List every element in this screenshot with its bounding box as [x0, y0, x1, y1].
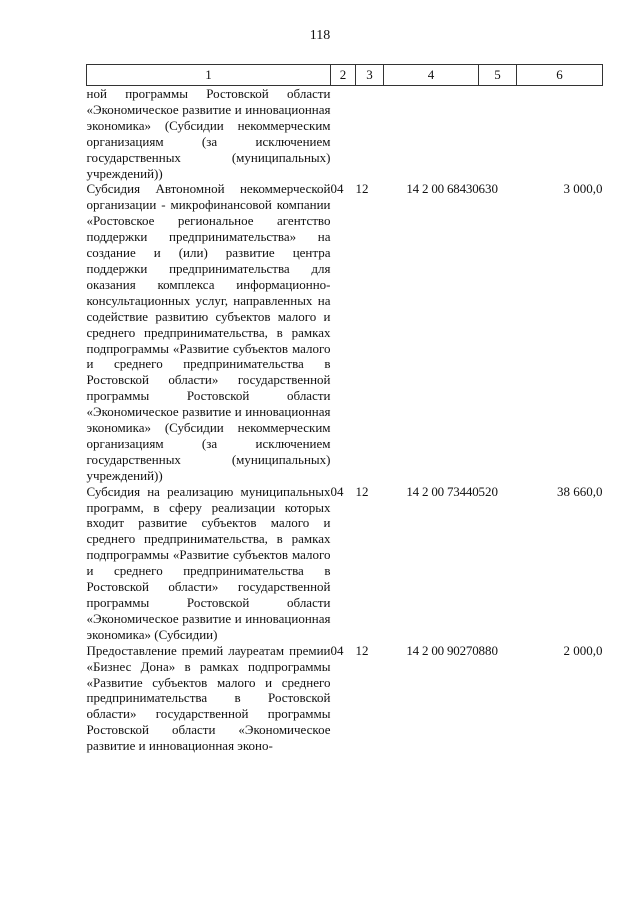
row-expense-type: 880 — [478, 642, 498, 658]
row-description: Субсидия на реализацию муниципальных программ, в сферу реализации которых входит развитие субъектов малого и среднего предпринимательства, в рамках подпрограммы «Развитие субъектов малого и среднего предпринимательства в Ростовской области» государственной программы Ростовской области «Экономическое развитие и инновационная экономика» (Субсидии) — [86, 483, 331, 642]
table-body — [87, 86, 603, 755]
row-expense-type: 520 — [478, 483, 498, 499]
table-row — [87, 643, 603, 754]
row-section: 04 — [330, 181, 344, 197]
page-number: 118 — [309, 28, 331, 43]
row-amount: 3 000,0 — [563, 181, 603, 197]
row-section — [331, 86, 356, 182]
row-subsection: 12 — [355, 181, 369, 197]
row-description: Субсидия Автономной некоммерческой организации - микрофинансовой компании «Ростовское региональное агентство поддержки предпринимательства» на создание и (или) развитие центра поддержки предпринимательства для оказания комплекса информационно-консультационных услуг, направленных на содействие развитию субъектов малого и среднего предпринимательства, в рамках подпрограммы «Развитие субъектов малого и среднего предпринимательства в Ростовской области» государственной программы Ростовской области «Экономическое развитие и инновационная экономика» (Субсидии некоммерческим организациям (за исключением государственных (муниципальных) учреждений)) — [86, 181, 331, 483]
row-section: 04 — [330, 642, 344, 658]
header-col-2: 2 — [331, 65, 356, 86]
row-amount: 38 660,0 — [557, 483, 603, 499]
header-col-3: 3 — [356, 65, 384, 86]
header-col-5: 5 — [479, 65, 517, 86]
row-subsection: 12 — [355, 642, 369, 658]
table-row — [87, 86, 603, 182]
row-amount: 2 000,0 — [563, 642, 603, 658]
row-subsection: 12 — [355, 483, 369, 499]
row-target-article: 14 2 00 68430 — [406, 181, 479, 197]
row-expense-type — [479, 86, 517, 182]
row-target-article — [384, 86, 479, 182]
header-row — [87, 65, 603, 86]
row-section: 04 — [330, 483, 344, 499]
row-amount — [517, 86, 603, 182]
table-row — [87, 181, 603, 483]
row-description: ной программы Ростовской области «Экономическое развитие и инновационная экономика» (Субсидии некоммерческим организациям (за исключением государственных (муниципальных) учреждений)) — [86, 86, 331, 181]
header-col-4: 4 — [384, 65, 479, 86]
table-row — [87, 484, 603, 643]
row-target-article: 14 2 00 73440 — [406, 483, 479, 499]
row-subsection — [356, 86, 384, 182]
row-description: Предоставление премий лауреатам премии «Бизнес Дона» в рамках подпрограммы «Развитие субъектов малого и среднего предпринимательства в Ростовской области» государственной программы Ростовской области «Экономическое развитие и инновационная эконо- — [86, 642, 331, 754]
header-col-1: 1 — [87, 65, 331, 86]
row-target-article: 14 2 00 90270 — [406, 642, 479, 658]
table-header — [87, 65, 603, 86]
header-col-6: 6 — [517, 65, 603, 86]
budget-table — [86, 64, 603, 754]
row-expense-type: 630 — [478, 181, 498, 197]
